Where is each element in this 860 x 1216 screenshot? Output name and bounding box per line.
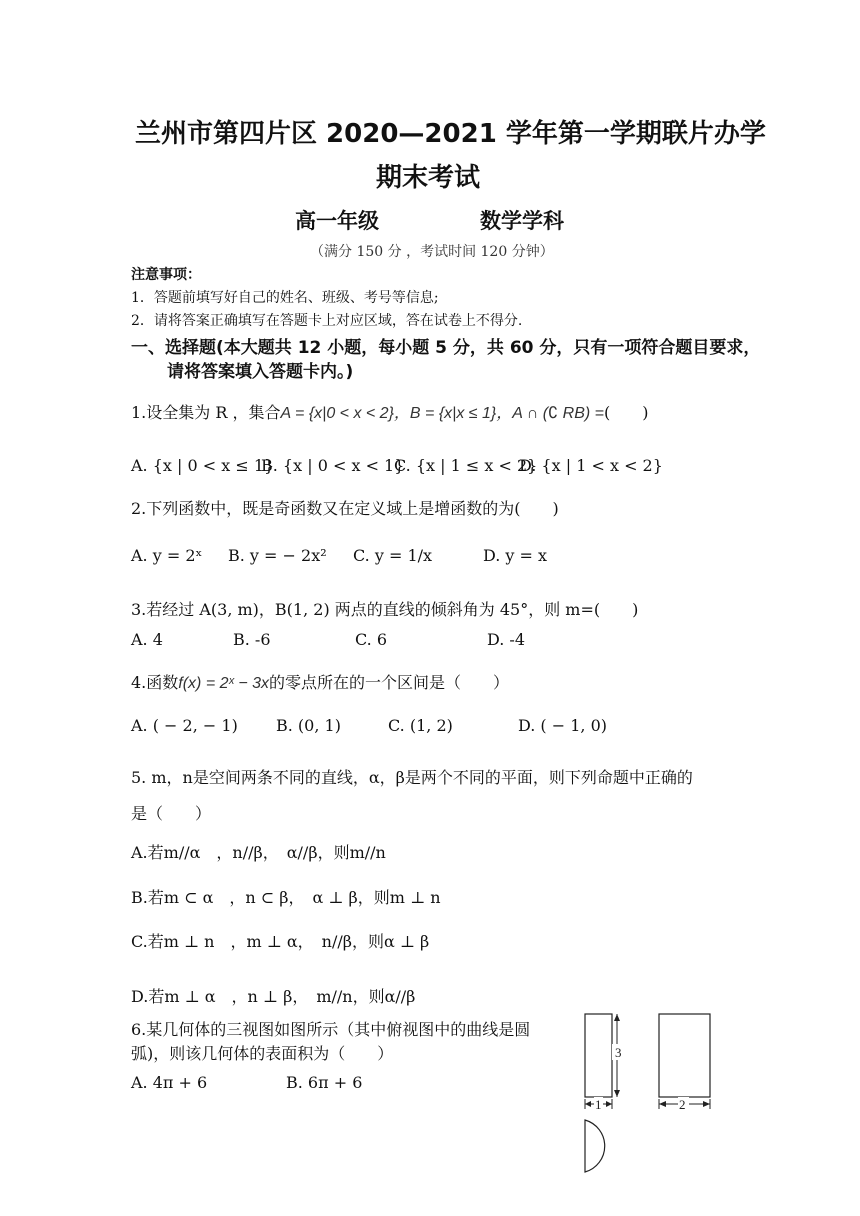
three-view-figure [580,1008,720,1178]
question-1-options [131,456,663,475]
side-width-label: 2 [679,1097,686,1112]
question-4-math: f(x) = 2ˣ − 3x [178,675,270,692]
grade-label: 高一年级 [295,209,379,233]
question-1-tail: ( ) [604,403,649,422]
question-4 [131,670,509,693]
question-1-stem: 1.设全集为 R ，集合 [131,403,281,422]
option-c: C. {x | 1 ≤ x < 2} [394,456,538,475]
front-width-label: 1 [595,1097,602,1112]
option-a: A. ( − 2, − 1) [131,716,238,735]
question-5-stem-line1: 5. m，n是空间两条不同的直线，α，β是两个不同的平面，则下列命题中正确的 [131,768,693,787]
option-b: B. -6 [233,630,271,649]
question-3-options [131,630,525,649]
option-a: A. 4 [131,630,163,649]
exam-title-line2: 期末考试 [376,163,481,193]
option-a: A. {x | 0 < x ≤ 1} [131,456,275,475]
question-4-stem: 4.函数 [131,673,179,692]
section-heading-line2: 请将答案填入答题卡内。) [167,362,354,382]
question-2-stem: 2.下列函数中，既是奇函数又在定义域上是增函数的为( ) [131,499,559,518]
question-4-tail: 的零点所在的一个区间是（ ） [269,673,510,692]
notice-item-1: 1．答题前填写好自己的姓名、班级、考号等信息; [131,290,439,306]
option-a: A. y = 2ˣ [131,546,203,565]
option-c: C. (1, 2) [388,716,453,735]
question-6-options [131,1073,362,1092]
question-5-stem-line2: 是（ ） [131,804,212,823]
option-d: D. y = x [483,546,548,565]
question-5-option-c: C.若m ⊥ n ，m ⊥ α， n//β，则α ⊥ β [131,932,430,951]
height-label: 3 [615,1045,622,1060]
question-6-stem-line1: 6.某几何体的三视图如图所示（其中俯视图中的曲线是圆 [131,1020,531,1039]
section-heading-line1: 一、选择题(本大题共 12 小题，每小题 5 分，共 60 分，只有一项符合题目要求， [131,338,761,358]
front-view [585,1014,612,1097]
question-5-option-b: B.若m ⊂ α ，n ⊂ β， α ⊥ β，则m ⊥ n [131,888,441,907]
option-d: D. -4 [487,630,526,649]
option-a: A. 4π + 6 [131,1073,208,1092]
subject-label: 数学学科 [480,209,564,233]
exam-title-line1: 兰州市第四片区 2020—2021 学年第一学期联片办学 [135,119,766,149]
question-1-math: A = {x|0 < x < 2}，B = {x|x ≤ 1}，A ∩ (∁ RB) = [280,405,605,422]
question-4-options [131,716,607,735]
notice-heading: 注意事项： [131,267,201,283]
question-3-stem: 3.若经过 A(3, m)，B(1, 2) 两点的直线的倾斜角为 45°，则 m=( ) [131,600,639,619]
question-5-option-d: D.若m ⊥ α ，n ⊥ β， m//n，则α//β [131,987,416,1006]
question-2-options [131,546,547,565]
question-1 [131,400,649,423]
question-6-stem-line2: 弧)，则该几何体的表面积为（ ） [131,1044,394,1063]
side-view [659,1014,710,1097]
option-b: B. 6π + 6 [286,1073,363,1092]
score-time-note: （满分 150 分 ，考试时间 120 分钟） [310,244,554,260]
option-c: C. 6 [355,630,388,649]
question-5-option-a: A.若m//α ，n//β， α//β，则m//n [131,843,386,862]
option-d: D. {x | 1 < x < 2} [519,456,663,475]
option-c: C. y = 1/x [353,546,433,565]
option-b: B. (0, 1) [276,716,341,735]
option-b: B. y = − 2x² [228,546,327,565]
top-view [585,1120,605,1172]
notice-item-2: 2．请将答案正确填写在答题卡上对应区域，答在试卷上不得分. [131,313,523,329]
option-d: D. ( − 1, 0) [518,716,608,735]
option-b: B. {x | 0 < x < 1} [261,456,405,475]
